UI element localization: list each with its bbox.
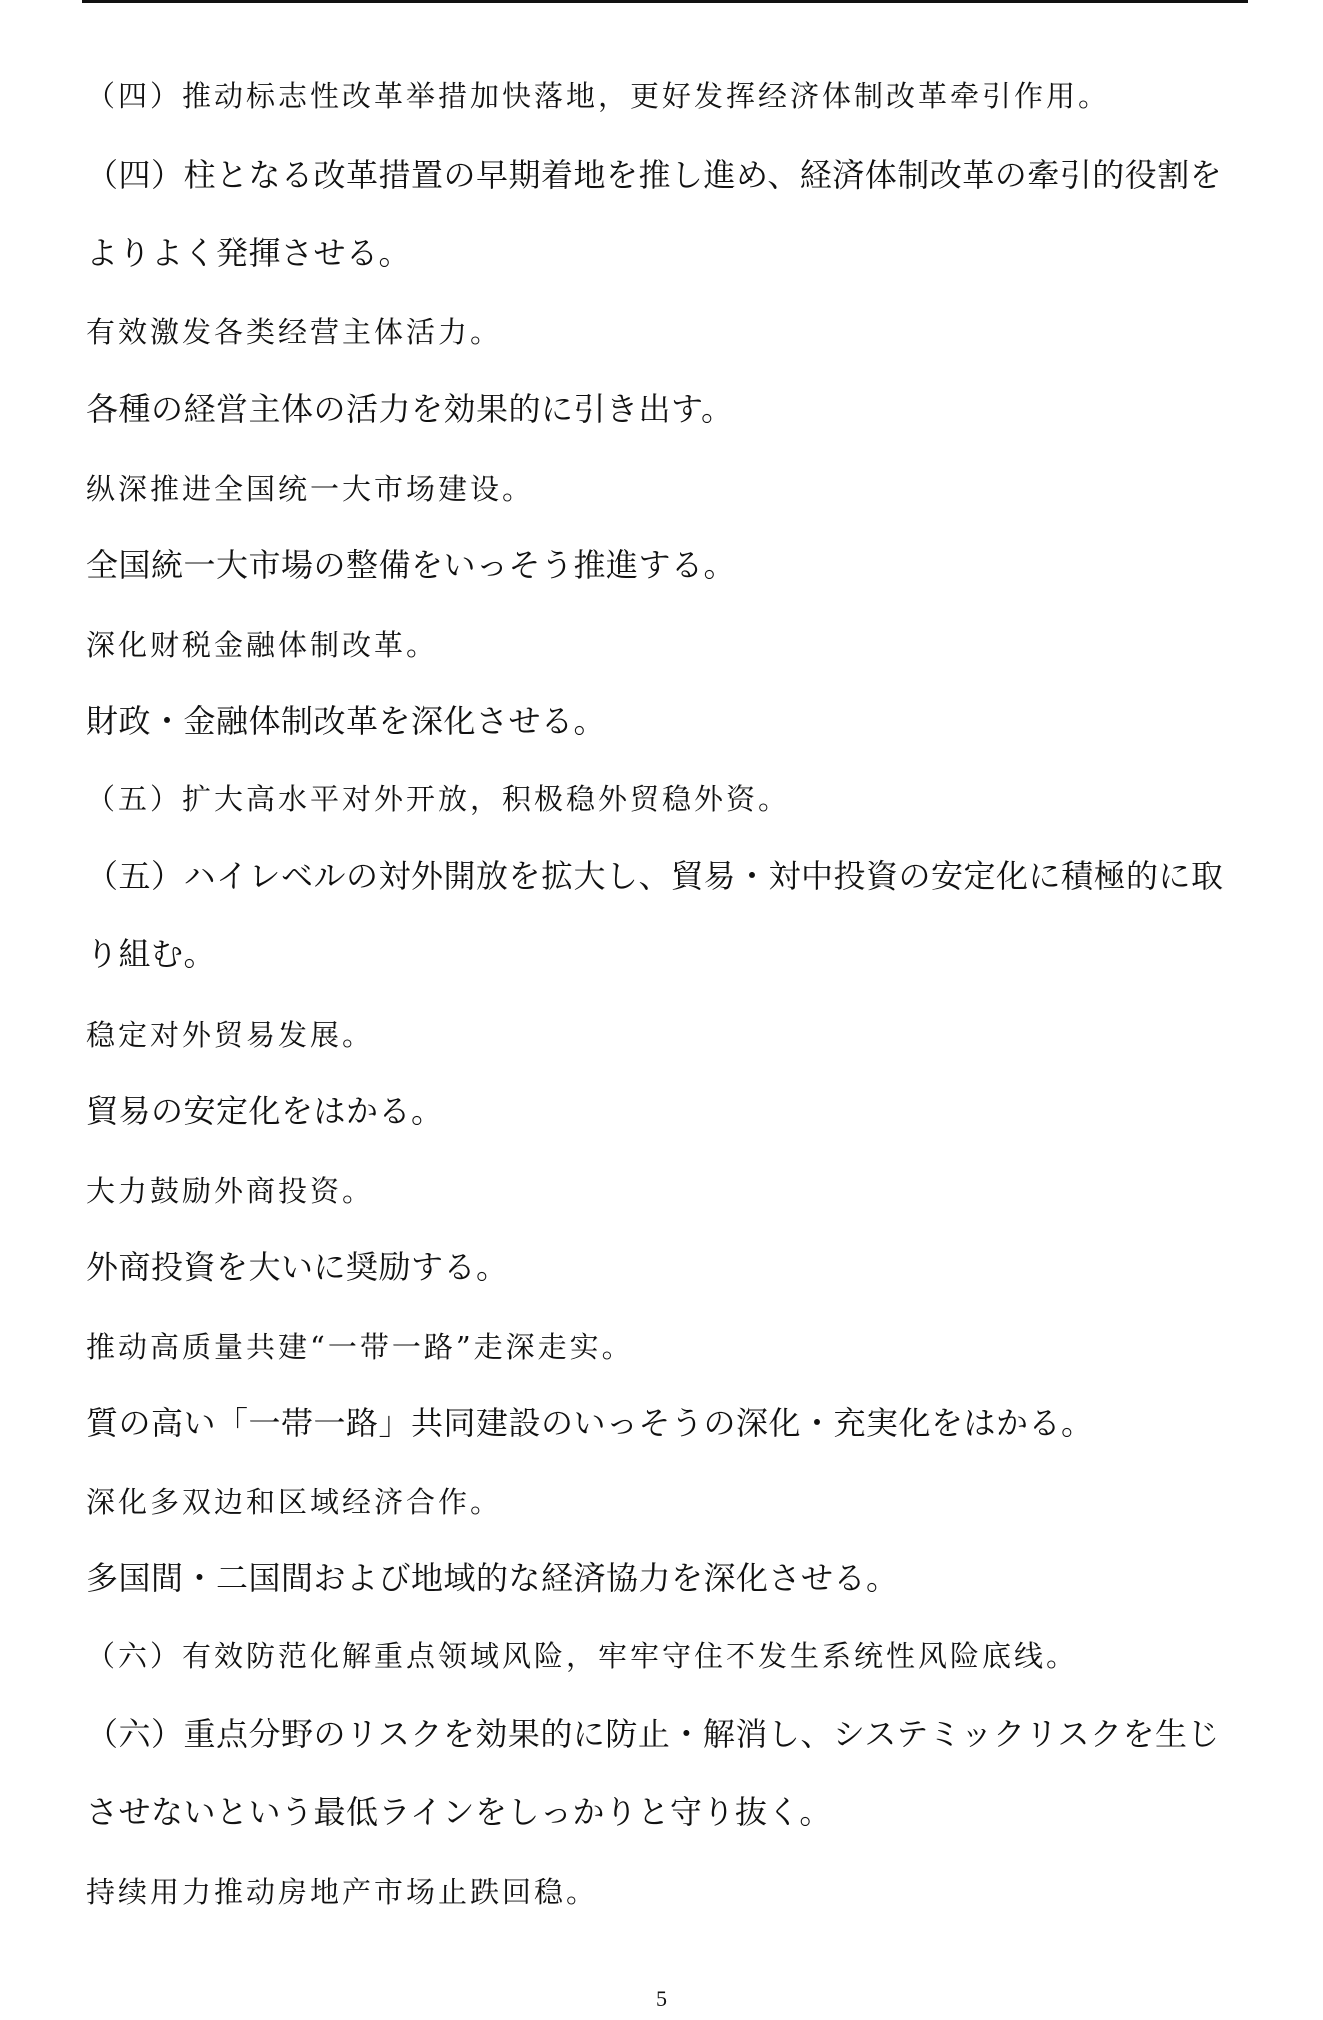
text-line-ja: 財政・金融体制改革を深化させる。 (86, 702, 607, 740)
text-line-zh: 大力鼓励外商投资。 (86, 1174, 375, 1208)
top-rule (82, 0, 1248, 3)
text-line-ja: （六）重点分野のリスクを効果的に防止・解消し、システミックリスクを生じ (86, 1715, 1220, 1753)
text-line-ja: （四）柱となる改革措置の早期着地を推し進め、経済体制改革の牽引的役割を (86, 156, 1223, 194)
text-line-zh: 纵深推进全国统一大市场建设。 (86, 472, 535, 506)
text-line-ja: り組む。 (86, 935, 217, 973)
text-line-ja: よりよく発揮させる。 (86, 234, 412, 272)
text-line-ja: 外商投資を大いに奨励する。 (86, 1248, 509, 1286)
text-line-ja: 多国間・二国間および地域的な経済協力を深化させる。 (86, 1559, 899, 1597)
text-line-ja: させないという最低ラインをしっかりと守り抜く。 (86, 1793, 832, 1831)
text-line-zh: 持续用力推动房地产市场止跌回稳。 (86, 1875, 599, 1909)
text-line-ja: 質の高い「一帯一路」共同建設のいっそうの深化・充実化をはかる。 (86, 1404, 1094, 1442)
text-line-zh: 深化财税金融体制改革。 (86, 628, 439, 662)
text-line-ja: 全国統一大市場の整備をいっそう推進する。 (86, 546, 737, 584)
text-line-zh: 深化多双边和区域经济合作。 (86, 1485, 503, 1519)
text-line-zh: 稳定对外贸易发展。 (86, 1018, 375, 1052)
text-line-zh: 有效激发各类经营主体活力。 (86, 315, 503, 349)
text-line-ja: （五）ハイレベルの対外開放を拡大し、貿易・対中投資の安定化に積極的に取 (86, 857, 1224, 895)
text-line-ja: 貿易の安定化をはかる。 (86, 1092, 444, 1130)
text-line-zh: （六）有效防范化解重点领域风险，牢牢守住不发生系统性风险底线。 (86, 1639, 1079, 1673)
text-line-zh: （四）推动标志性改革举措加快落地，更好发挥经济体制改革牵引作用。 (86, 79, 1111, 113)
page-number: 5 (656, 1986, 667, 2011)
text-line-zh: （五）扩大高水平对外开放，积极稳外贸稳外资。 (86, 782, 791, 816)
text-line-ja: 各種の経営主体の活力を効果的に引き出す。 (86, 390, 734, 428)
text-line-zh: 推动高质量共建“一带一路”走深走实。 (86, 1330, 634, 1364)
